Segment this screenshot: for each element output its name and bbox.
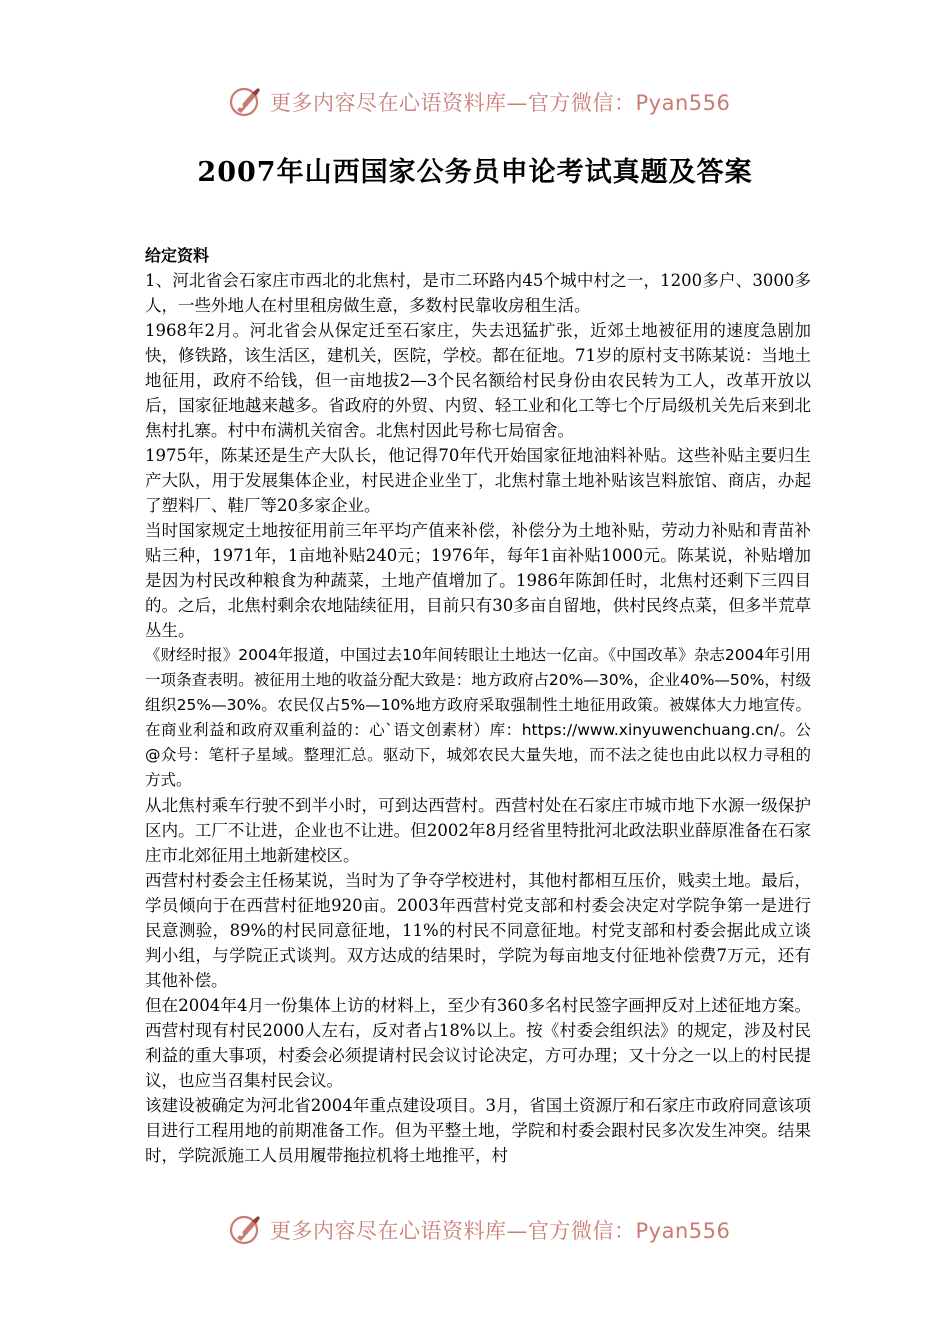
pen-logo-icon <box>228 1212 264 1248</box>
banner-text: 更多内容尽在心语资料库—官方微信：Pyan556 <box>270 1219 731 1243</box>
pen-logo-icon <box>228 84 264 120</box>
paragraph: 从北焦村乘车行驶不到半小时，可到达西营村。西营村处在石家庄市城市地下水源一级保护区内。工厂不让进，企业也不让进。但2002年8月经省里特批河北政法职业薛原准备在石家庄市北郊征用土地新建校区。 <box>145 796 811 865</box>
header-banner <box>228 82 730 122</box>
paragraph: 西营村村委会主任杨某说，当时为了争夺学校进村，其他村都相互压价，贱卖土地。最后，学员倾向于在西营村征地920亩。2003年西营村党支部和村委会决定对学院争第一是进行民意测验，89%的村民同意征地，11%的村民不同意征地。村党支部和村委会据此成立谈判小组，与学院正式谈判。双方达成的结果时，学院为每亩地支付征地补偿费7万元，还有其他补偿。 <box>145 871 811 990</box>
paragraph: 1975年，陈某还是生产大队长，他记得70年代开始国家征地油料补贴。这些补贴主要归生产大队，用于发展集体企业，村民进企业坐丁，北焦村靠土地补贴该岂料旅馆、商店，办起了塑料厂、鞋厂等20多家企业。 <box>145 446 811 515</box>
banner-text: 更多内容尽在心语资料库—官方微信：Pyan556 <box>270 91 731 115</box>
paragraph: 但在2004年4月一份集体上访的材料上，至少有360多名村民签字画押反对上述征地方案。西营村现有村民2000人左右，反对者占18%以上。按《村委会组织法》的规定，涉及村民利益的重大事项，村委会必须提请村民会议讨论决定，方可办理；又十分之一以上的村民提议，也应当召集村民会议。 <box>145 996 811 1090</box>
paragraph: 该建设被确定为河北省2004年重点建设项目。3月，省国土资源厅和石家庄市政府同意该项目进行工程用地的前期准备工作。但为平整土地，学院和村委会跟村民多次发生冲突。结果时，学院派施工人员用履带拖拉机将土地推平，村 <box>145 1096 811 1165</box>
footer-banner <box>228 1210 730 1250</box>
paragraph: 《财经时报》2004年报道，中国过去10年间转眼让土地达一亿亩。《中国改革》杂志2004年引用一项条查表明。被征用土地的收益分配大致是：地方政府占20%—30%，企业40%—50%，村级组织25%—30%。农民仅占5%—10%地方政府采取强制性土地征用政策。被媒体大力地宣传。在商业利益和政府双重利益的：心`语文创素材）库：https://www.xinyuwenchuang.cn/。公@众号：笔杆子星域。整理汇总。驱动下，城郊农民大量失地，而不法之徒也由此以权力寻租的方式。 <box>145 646 811 789</box>
paragraph: 1968年2月。河北省会从保定迁至石家庄，失去迅猛扩张，近郊土地被征用的速度急剧加快，修铁路，该生活区，建机关，医院，学校。都在征地。71岁的原村支书陈某说：当地土地征用，政府不给钱，但一亩地拔2—3个民名额给村民身份由农民转为工人，改革开放以后，国家征地越来越多。省政府的外贸、内贸、轻工业和化工等七个厅局级机关先后来到北焦村扎寨。村中布满机关宿舍。北焦村因此号称七局宿舍。 <box>145 321 811 440</box>
paragraph: 1、河北省会石家庄市西北的北焦村，是市二环路内45个城中村之一，1200多户、3000多人，一些外地人在村里租房做生意，多数村民靠收房租生活。 <box>145 271 811 315</box>
paragraph: 当时国家规定土地按征用前三年平均产值来补偿，补偿分为土地补贴，劳动力补贴和青苗补贴三种，1971年，1亩地补贴240元；1976年，每年1亩补贴1000元。陈某说，补贴增加是因为村民改种粮食为种蔬菜，土地产值增加了。1986年陈卸任时，北焦村还剩下三四目的。之后，北焦村剩余农地陆续征用，目前只有30多亩自留地，供村民终点菜，但多半荒草丛生。 <box>145 521 811 640</box>
section-heading: 给定资料 <box>145 246 210 265</box>
document-body <box>145 243 811 1168</box>
page-title: 2007年山西国家公务员申论考试真题及答案 <box>197 157 753 188</box>
